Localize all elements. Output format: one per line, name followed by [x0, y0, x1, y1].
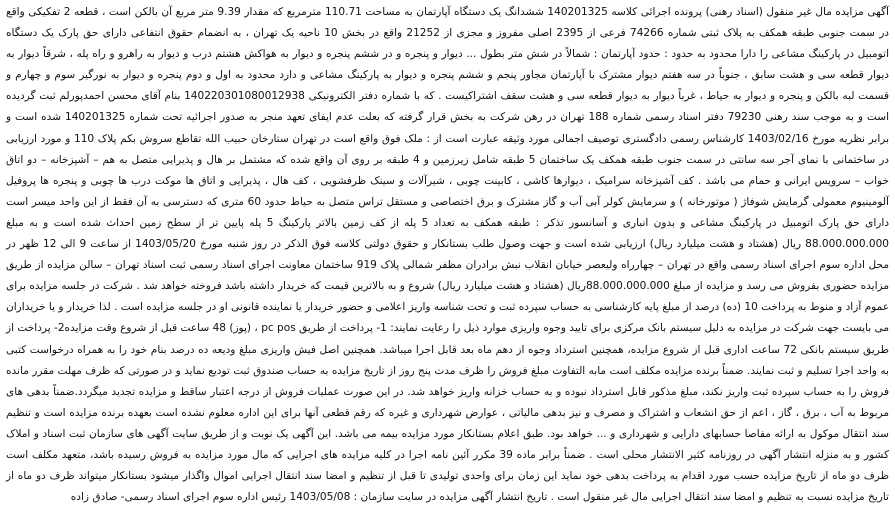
auction-notice-text: آگهی مزایده مال غیر منقول (اسناد رهنی) پرونده اجرائی کلاسه 140201325 ششدانگ یک دستگاه آپارتمان به مساحت 110.71 مترمربع که مقدار 9.39 متر مربع آن بالکن است ، قطعه 2 تفکیکی واقع در سمت جنوبی طبقه همکف به پلاک ثبتی شماره 74266 فرعی از 2395 اصلی مفروز و مجزی از 21252 واقع در بخش 10 ناحیه یک تهران ، به انضمام حقوق انتفاعی دارای حق پارک یک دستگاه اتومبیل در پارکینگ مشاعی را دارا محدود به حدود : حدود آپارتمان : شمالاً در شش متر بطول ... دیوار و پنجره و در ششم پنجره و دیوار به هواکش هشتم درب و دیوار به راهرو و راه پله ، شرقاً دیوار به دیوار قطعه سی و هشت سابق ، جنوباً در سه هفتم دیوار مشترک با آپارتمان مجاور پنجم و ششم پنجره و دیوار به پارکینگ مشاعی و دارد محدود به اول و دوم پنجره و دیوار به نورگیر سوم و چهارم و قسمت لبه بالکن و پنجره و دیوار به حیاط ، غرباً دیوار به دیوار قطعه سی و هشت سقف اشتراکیست . که با شماره دفتر الکترونیکی 140220301080012938 بنام آقای محسن احمدپورلم ثبت گردیده است و به موجب سند رهنی 79230 دفتر اسناد رسمی شماره 188 تهران در رهن شرکت به بخش قرار گرفته که بعلت عدم ایفای تعهد منجر به صدور اجرائیه تحت شماره 140201325 شده است و برابر نظریه مورخ 1403/02/16 کارشناس رسمی دادگستری توصیف اجمالی مورد وثیقه عبارت است از : ملک فوق واقع است در تهران ستارخان حبیب الله تقاطع سروش بکم پلاک 110 و مورد ارزیابی در ساختمانی با نمای آجر سه سانتی در سمت جنوب طبقه همکف یک ساختمان 5 طبقه شامل زیرزمین و 4 طبقه بر روی آن واقع شده که مشتمل بر هال و پذیرایی متصل به هم – آشپزخانه – دو اتاق خواب – سرویس ایرانی و حمام می باشد . کف آشپزخانه سرامیک ، دیوارها کاشی ، کابینت چوبی ، شیرآلات و سینک ظرفشویی ، کف هال ، پذیرایی و اتاق ها موکت درب ها چوبی و پنجره ها پروفیل آلومینیوم معمولی گرمایش شوفاژ ( موتورخانه ) و سرمایش کولر آبی آب و گاز مشترک و برق اختصاصی و مستقل تراس متصل به حیاط حدود 60 متری که دسترسی به آن فقط از این واحد میسر است دارای حق پارک اتومبیل در پارکینگ مشاعی و بدون انباری و آسانسور تذکر : طبقه همکف به تعداد 5 پله از کف زمین بالاتر پارکینگ 5 پله پایین تر از سطح زمین احداث شده است و به مبلغ 88.000.000.000 ریال (هشتاد و هشت میلیارد ریال) ارزیابی شده است و جهت وصول طلب بستانکار و حقوق دولتی کلاسه فوق الذکر در روز شنبه مورخ 1403/05/20 از ساعت 9 الی 12 ظهر در محل اداره سوم اجرای اسناد رسمی واقع در تهران – چهارراه ولیعصر خیابان انقلاب نبش برادران مظفر شمالی پلاک 919 ساختمان معاونت اجرای اسناد رسمی ثبت اسناد تهران – سالن مزایده از طریق مزایده حضوری بفروش می رسد و مزایده از مبلغ 88.000.000.000ریال (هشتاد و هشت میلیارد ریال) شروع و به بالاترین قیمت که خریدار داشته باشد فروخته خواهد شد . شرکت در جلسه مزایده برای عموم آزاد و منوط به پرداخت 10 (ده) درصد از مبلغ پایه کارشناسی به حساب سپرده ثبت و تحت شناسه واریز اعلامی و حضور خریدار یا نماینده قانونی او در جلسه مزایده است . لذا خریدار و یا خریداران می بایست جهت شرکت در مزایده به دلیل سیستم بانک مرکزی برای تایید وجوه واریزی موارد ذیل را رعایت نمایند: 1- پرداخت از طریق pc pos ، (پوز) 48 ساعت قبل از شروع وقت مزایده2- پرداخت از طریق سیستم بانکی 72 ساعت اداری قبل از شروع مزایده، همچنین استرداد وجوه از دهم ماه بعد قابل اجرا میباشد. همچنین اصل فیش واریزی مبلغ ودیعه ده درصد بنام خود را به همراه درخواست کتبی به واحد اجرا تسلیم و ثبت نمایند. ضمناً برنده مزایده مکلف است مابه التفاوت مبلغ فروش را ظرف مدت پنج روز از تاریخ مزایده به حساب صندوق ثبت تودیع نماید و در صورتی که ظرف مهلت مقرر مانده فروش را به حساب سپرده ثبت واریز نکند، مبلغ مذکور قابل استرداد نبوده و به حساب خزانه واریز خواهد شد. در این صورت عملیات فروش از درجه اعتبار ساقط و مزایده تجدید میگردد.ضمناً بدهی های مربوط به آب ، برق ، گاز ، اعم از حق انشعاب و اشتراک و مصرف و نیز بدهی مالیاتی ، عوارض شهرداری و غیره که رقم قطعی آنها برای این اداره معلوم نشده است بعهده برنده مزایده است و تنظیم سند انتقال موکول به ارائه مفاصا حسابهای دارایی و شهرداری و ... خواهد بود. طبق اعلام بستانکار مورد مزایده بیمه می باشد. این آگهی یک نوبت و از طریق سایت آگهی های سازمان ثبت اسناد و املاک کشور و به منزله انتشار آگهی در روزنامه کثیر الانتشار محلی است . ضمناً برابر ماده 39 مکرر آئین نامه اجرا در کلیه مزایده های اجرایی که مال مورد مزایده به فروش رسیده باشد، متعهد مکلف است ظرف دو ماه از تاریخ مزایده حسب مورد اقدام به پرداخت بدهی خود نماید این زمان برای واحدی تولیدی تا قبل از تنظیم و امضا سند انتقال اجرایی اموال واگذار میشود بستانکار میتواند ظرف دو ماه از تاریخ مزایده نسبت به تنظیم و امضا سند انتقال اجرایی مال غیر منقول است . تاریخ انتشار آگهی مزایده در سایت سازمان : 1403/05/08 رئیس اداره سوم اجرای اسناد رسمی- صادق زاده	[6, 6, 890, 504]
